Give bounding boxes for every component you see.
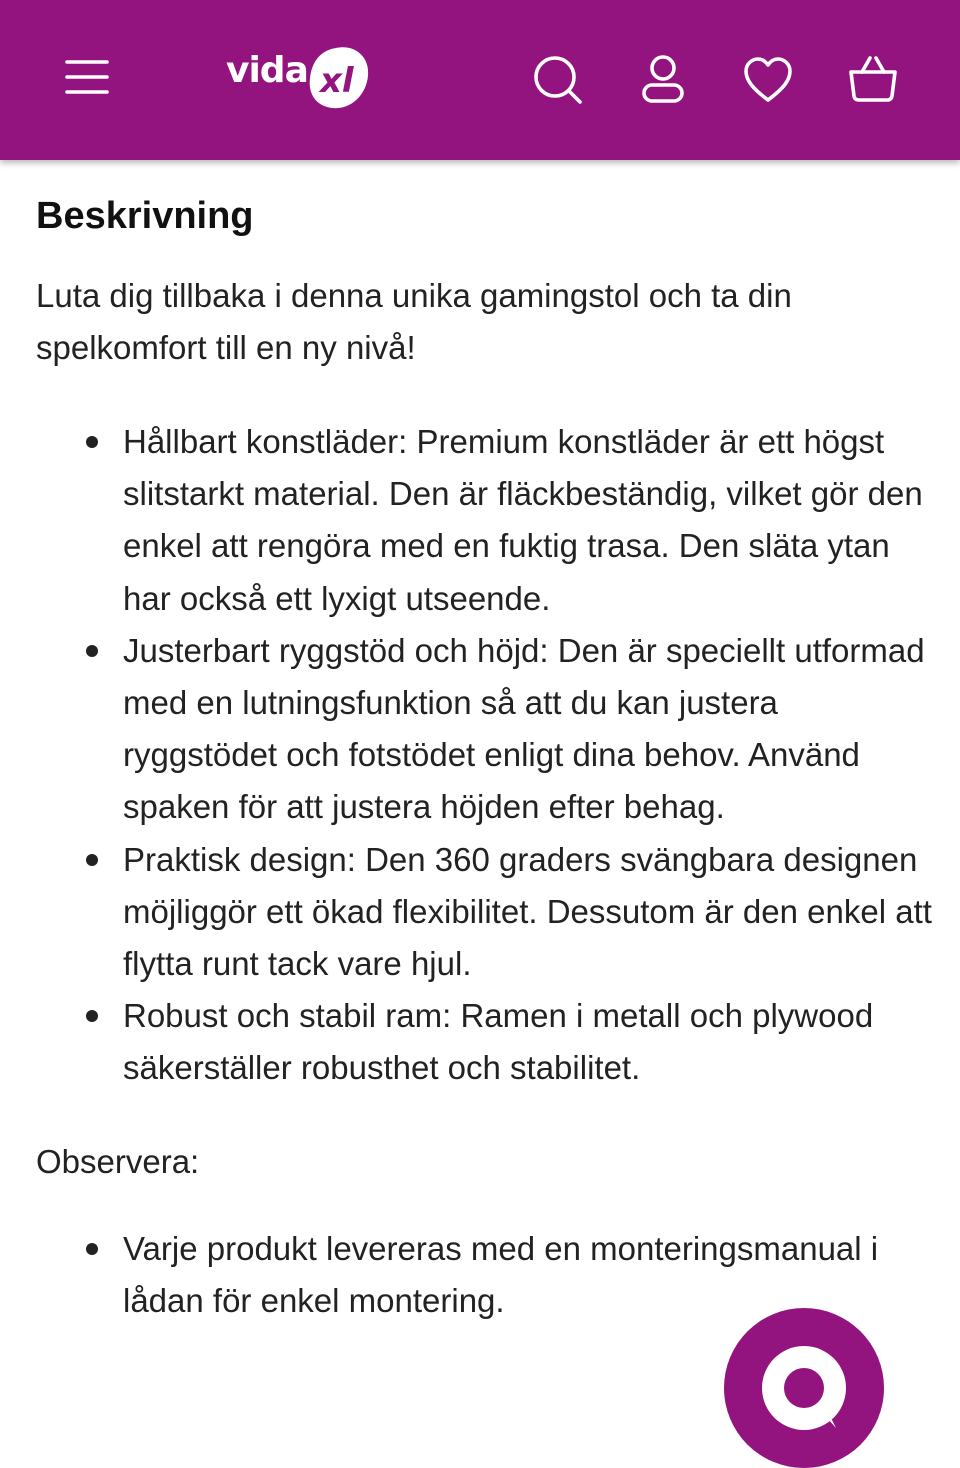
product-description — [36, 190, 936, 1327]
note-title: Observera: — [36, 1142, 200, 1180]
list-item-text: Praktisk design: Den 360 graders svängbara designen möjliggör ett ökad flexibilitet. Dessutom är den enkel att flytta runt tack vare hjul. — [123, 840, 932, 983]
list-item-text: Varje produkt levereras med en monteringsmanual i lådan för enkel montering. — [123, 1229, 879, 1319]
logo-mark-text: xl — [320, 61, 354, 101]
bullet-icon — [86, 436, 98, 448]
bullet-icon — [86, 645, 98, 657]
list-item-text: Robust och stabil ram: Ramen i metall och plywood säkerställer robusthet och stabilitet. — [123, 997, 874, 1087]
list-item — [36, 625, 936, 834]
feature-list — [36, 416, 936, 1095]
chat-button[interactable] — [724, 1308, 884, 1468]
chat-icon — [724, 1308, 884, 1468]
bullet-icon — [86, 1010, 98, 1022]
logo-mark-icon — [306, 42, 372, 114]
list-item — [36, 416, 936, 625]
heart-icon[interactable] — [742, 56, 794, 104]
user-icon[interactable] — [640, 54, 686, 106]
menu-icon[interactable] — [64, 58, 110, 96]
bullet-icon — [86, 1243, 98, 1255]
intro-text: Luta dig tillbaka i denna unika gamingstol och ta din spelkomfort till en ny nivå! — [36, 277, 792, 366]
list-item — [36, 990, 936, 1094]
search-icon[interactable] — [532, 54, 584, 106]
top-header — [0, 0, 960, 160]
basket-icon[interactable] — [846, 52, 900, 104]
logo-text: vida — [226, 50, 308, 91]
bullet-icon — [86, 854, 98, 866]
list-item — [36, 834, 936, 991]
list-item-text: Hållbart konstläder: Premium konstläder är ett högst slitstarkt material. Den är fläckbeständig, vilket gör den enkel att rengöra med en fuktig trasa. Den släta ytan har också ett lyxigt utseende. — [123, 423, 923, 617]
list-item-text: Justerbart ryggstöd och höjd: Den är speciellt utformad med en lutningsfunktion så att du kan justera ryggstödet och fotstödet enligt dina behov. Använd spaken för att justera höjden efter behag. — [123, 631, 925, 826]
section-title: Beskrivning — [36, 195, 254, 237]
vidaxl-logo[interactable] — [226, 42, 376, 114]
